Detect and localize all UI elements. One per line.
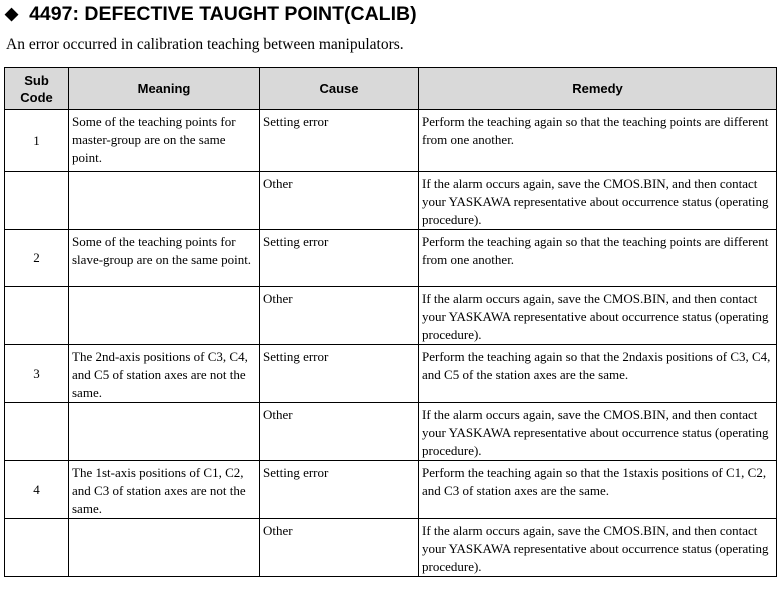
cause-cell: Other [260, 519, 419, 577]
cause-cell: Other [260, 287, 419, 345]
sub-code-cell: 1 [5, 110, 69, 172]
cause-cell: Setting error [260, 110, 419, 172]
table-row [5, 230, 777, 287]
remedy-cell: If the alarm occurs again, save the CMOS.BIN, and then contact your YASKAWA representative about occurrence status (operating procedure). [419, 287, 777, 345]
table-row [5, 403, 777, 461]
error-table [4, 67, 777, 577]
error-title: 4497: DEFECTIVE TAUGHT POINT(CALIB) [29, 2, 417, 25]
remedy-cell: Perform the teaching again so that the teaching points are different from one another. [419, 110, 777, 172]
table-row [5, 519, 777, 577]
sub-code-cell: 4 [5, 461, 69, 519]
table-row [5, 345, 777, 403]
meaning-cell: The 1st-axis positions of C1, C2, and C3 of station axes are not the same. [69, 461, 260, 519]
error-description: An error occurred in calibration teaching between manipulators. [6, 36, 404, 53]
table-header-row [5, 68, 777, 110]
header-remedy: Remedy [419, 68, 777, 110]
table-row [5, 172, 777, 230]
sub-code-cell: 3 [5, 345, 69, 403]
sub-code-cell [5, 403, 69, 461]
remedy-cell: Perform the teaching again so that the 2ndaxis positions of C3, C4, and C5 of the station axes are the same. [419, 345, 777, 403]
remedy-cell: If the alarm occurs again, save the CMOS.BIN, and then contact your YASKAWA representative about occurrence status (operating procedure). [419, 519, 777, 577]
meaning-cell [69, 403, 260, 461]
meaning-cell [69, 519, 260, 577]
remedy-cell: Perform the teaching again so that the teaching points are different from one another. [419, 230, 777, 287]
remedy-cell: Perform the teaching again so that the 1staxis positions of C1, C2, and C3 of station axes are the same. [419, 461, 777, 519]
cause-cell: Setting error [260, 461, 419, 519]
cause-cell: Setting error [260, 345, 419, 403]
meaning-cell [69, 287, 260, 345]
table-row [5, 110, 777, 172]
header-sub-code: Sub Code [5, 68, 69, 110]
remedy-cell: If the alarm occurs again, save the CMOS.BIN, and then contact your YASKAWA representative about occurrence status (operating procedure). [419, 172, 777, 230]
meaning-cell [69, 172, 260, 230]
header-cause: Cause [260, 68, 419, 110]
cause-cell: Other [260, 172, 419, 230]
sub-code-cell [5, 519, 69, 577]
sub-code-cell [5, 287, 69, 345]
diamond-bullet-icon: ◆ [5, 4, 19, 23]
remedy-cell: If the alarm occurs again, save the CMOS.BIN, and then contact your YASKAWA representative about occurrence status (operating procedure). [419, 403, 777, 461]
meaning-cell: The 2nd-axis positions of C3, C4, and C5 of station axes are not the same. [69, 345, 260, 403]
cause-cell: Setting error [260, 230, 419, 287]
meaning-cell: Some of the teaching points for slave-group are on the same point. [69, 230, 260, 287]
header-meaning: Meaning [69, 68, 260, 110]
page-heading [5, 2, 417, 26]
meaning-cell: Some of the teaching points for master-group are on the same point. [69, 110, 260, 172]
table-row [5, 461, 777, 519]
sub-code-cell: 2 [5, 230, 69, 287]
table-row [5, 287, 777, 345]
sub-code-cell [5, 172, 69, 230]
cause-cell: Other [260, 403, 419, 461]
